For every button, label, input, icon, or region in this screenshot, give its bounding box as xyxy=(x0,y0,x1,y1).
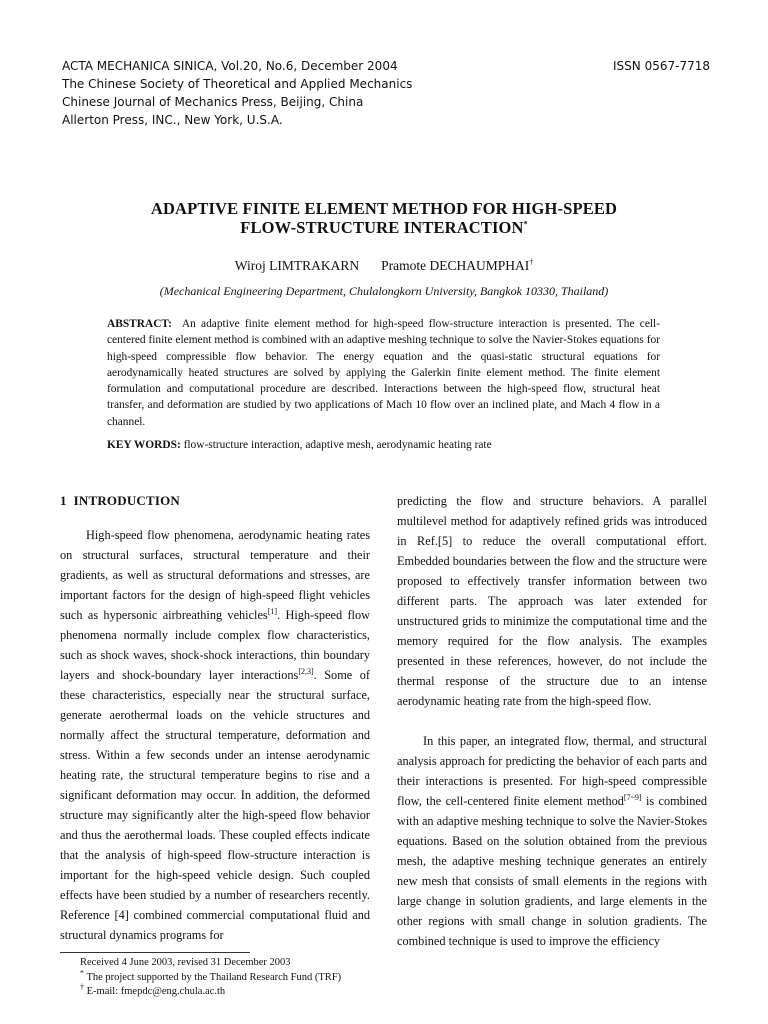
right-column xyxy=(397,491,707,951)
author-2-footnote-mark: † xyxy=(529,257,534,267)
intro-paragraph-1 xyxy=(60,525,370,945)
intro-text-a: High-speed flow phenomena, aerodynamic heating rates on structural surfaces, structural temperature and their gradients, as well as structural deformations and stresses, are important factors for the design of high-speed flight vehicles such as hypersonic airbreathing vehicles xyxy=(60,528,370,622)
abstract xyxy=(107,316,660,430)
author-list xyxy=(60,258,708,274)
title-line-2 xyxy=(60,218,708,237)
project-note-mark: * xyxy=(80,968,84,977)
project-note-text: The project supported by the Thailand Research Fund (TRF) xyxy=(86,971,342,983)
keywords-label: KEY WORDS: xyxy=(107,439,181,451)
footnotes xyxy=(80,956,341,1000)
citation-1: [1] xyxy=(267,606,278,616)
title-footnote-mark: * xyxy=(523,219,528,229)
right-paragraph-1: predicting the flow and structure behaviors. A parallel multilevel method for adaptively refined grids was introduced in Ref.[5] to reduce the overall computational effort. Embedded boundaries between the flow and the structure were proposed to effectively transfer information between two different parts. The approach was later extended for unstructured grids to minimize the computational time and the memory required for the flow analysis. The examples presented in these references, however, do not include the thermal response of the structure due to an intense aerodynamic heating rate from the high-speed flow. xyxy=(397,494,707,708)
author-1: Wiroj LIMTRAKARN xyxy=(234,258,360,273)
journal-header xyxy=(62,57,710,129)
title-line-1: ADAPTIVE FINITE ELEMENT METHOD FOR HIGH-SPEED xyxy=(150,199,618,218)
received-note: Received 4 June 2003, revised 31 December 2003 xyxy=(80,957,291,968)
right-paragraph-2 xyxy=(397,731,707,951)
email-note xyxy=(80,982,341,1000)
section-title: INTRODUCTION xyxy=(73,493,181,508)
email-note-mark: † xyxy=(80,982,84,992)
society-name: The Chinese Society of Theoretical and Applied Mechanics xyxy=(62,77,413,91)
intro-text-b: . High-speed flow phenomena normally include complex flow characteristics, such as shock waves, shock-shock interactions, thin boundary layers and shock-boundary layer interactions xyxy=(60,608,371,682)
journal-citation: ACTA MECHANICA SINICA, Vol.20, No.6, December 2004 xyxy=(62,59,398,73)
section-number: 1 xyxy=(60,493,67,508)
keywords xyxy=(107,439,667,451)
citation-7-9: [7~9] xyxy=(623,792,642,802)
keywords-text: flow-structure interaction, adaptive mesh, aerodynamic heating rate xyxy=(183,439,492,451)
title-line-2-text: FLOW-STRUCTURE INTERACTION xyxy=(240,218,524,237)
paper-title xyxy=(60,199,708,237)
abstract-label: ABSTRACT: xyxy=(107,318,172,330)
intro-text-c: . Some of these characteristics, especially near the structural surface, generate aerothermal loads on the vehicle structures and normally affect the structural temperature, deformation and stress. Within a few seconds under an intense aerodynamic heating rate, the structural temperature begins to rise and a significant deformation may occur. In addition, the deformed structure may significantly alter the high-speed flow behavior and thus the aerothermal loads. These coupled effects indicate that the analysis of high-speed flow-structure interaction is important for the high-speed vehicle design. Such coupled effects have been studied by a number of researchers recently. Reference [4] combined commercial computational fluid and structural dynamics programs for xyxy=(60,668,370,942)
press-name: Chinese Journal of Mechanics Press, Beijing, China xyxy=(62,95,364,109)
publisher-name: Allerton Press, INC., New York, U.S.A. xyxy=(62,113,283,127)
right-text-a: In this paper, an integrated flow, thermal, and structural analysis approach for predicting the behavior of each parts and their interactions is presented. For high-speed compressible flow, the cell-centered finite element method xyxy=(397,734,707,808)
citation-2-3: [2,3] xyxy=(298,666,314,676)
affiliation: (Mechanical Engineering Department, Chulalongkorn University, Bangkok 10330, Thailand) xyxy=(159,284,609,298)
section-heading xyxy=(60,491,370,511)
author-2: Pramote DECHAUMPHAI xyxy=(381,258,530,273)
project-note xyxy=(80,968,342,986)
right-text-b: is combined with an adaptive meshing technique to solve the Navier-Stokes equations. Based on the solution obtained from the previous mesh, the adaptive meshing technique generates an entirely new mesh that consists of small elements in the regions with large change in solution gradients, and large elements in the other regions with small change in solution gradients. The combined technique is used to improve the efficiency xyxy=(397,794,708,948)
left-column xyxy=(60,491,370,945)
footnote-rule xyxy=(60,952,250,953)
issn: ISSN 0567-7718 xyxy=(613,59,710,73)
abstract-text: An adaptive finite element method for high-speed flow-structure interaction is presented. The cell-centered finite element method is combined with an adaptive meshing technique to solve the Navier-Stokes equations for high-speed compressible flow behavior. The energy equation and the quasi-static structural equations for aerodynamically heated structures are solved by applying the Galerkin finite element method. The finite element formulation and computational procedure are described. Interactions between the high-speed flow, structural heat transfer, and deformation are studied by two applications of Mach 10 flow over an inclined plate, and Mach 4 flow in a channel. xyxy=(107,318,660,428)
email-note-text: E-mail: fmepdc@eng.chula.ac.th xyxy=(86,986,226,997)
